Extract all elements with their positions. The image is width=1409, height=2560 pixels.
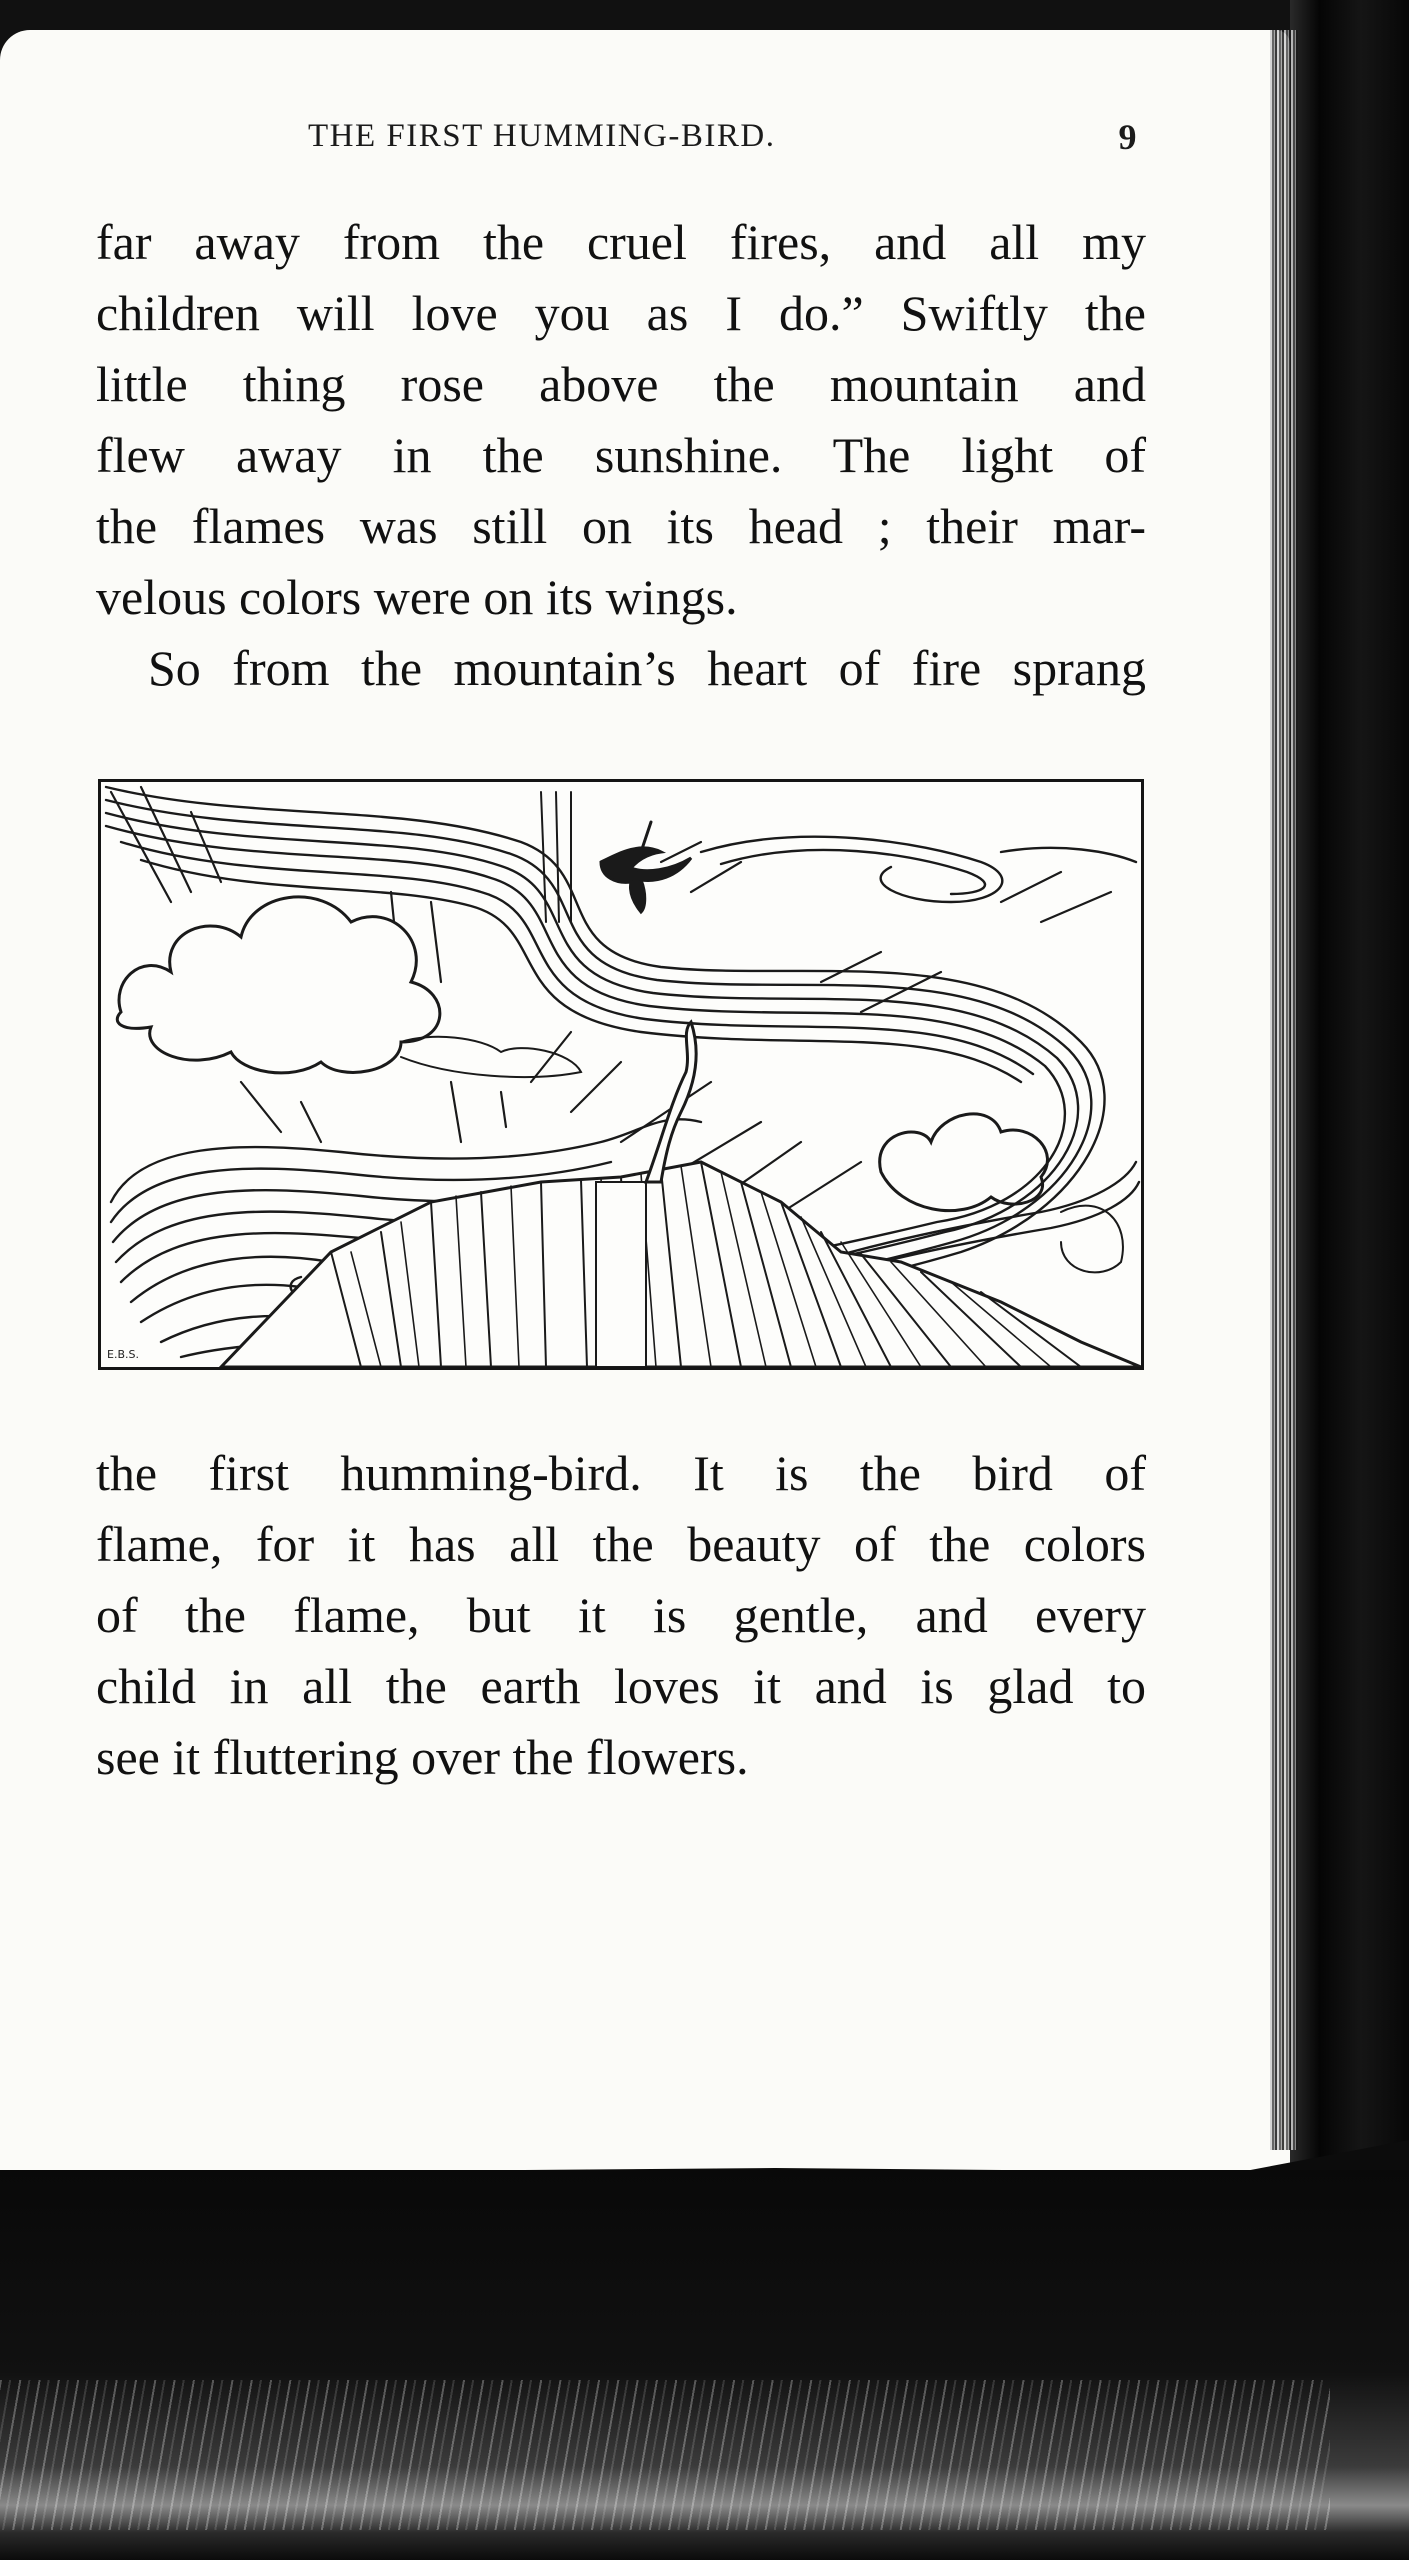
paragraph-top bbox=[96, 207, 1146, 704]
cloud-right bbox=[880, 1114, 1048, 1211]
running-header bbox=[96, 118, 1144, 168]
hummingbird-volcano-engraving bbox=[101, 782, 1141, 1367]
text-line: children will love you as I do.” Swiftly the bbox=[96, 285, 1146, 341]
text-line: far away from the cruel fires, and all my bbox=[96, 214, 1146, 270]
cloud-left bbox=[117, 897, 440, 1073]
engraving-illustration bbox=[98, 779, 1144, 1370]
text-line: see it fluttering over the flowers. bbox=[96, 1729, 749, 1785]
text-line: the first humming-bird. It is the bird of bbox=[96, 1445, 1146, 1501]
engraver-signature: E.B.S. bbox=[107, 1348, 139, 1361]
text-line: the flames was still on its head ; their mar- bbox=[96, 498, 1146, 554]
flame bbox=[646, 1022, 696, 1182]
page-edges bbox=[1270, 30, 1298, 2150]
text-line: So from the mountain’s heart of fire sprang bbox=[148, 640, 1146, 696]
running-title: THE FIRST HUMMING-BIRD. bbox=[308, 118, 776, 154]
text-line: of the flame, but it is gentle, and every bbox=[96, 1587, 1146, 1643]
scanner-noise bbox=[0, 2380, 1330, 2530]
text-line: velous colors were on its wings. bbox=[96, 569, 738, 625]
text-line: flame, for it has all the beauty of the colors bbox=[96, 1516, 1146, 1572]
paragraph-bottom bbox=[96, 1438, 1146, 1793]
text-line: little thing rose above the mountain and bbox=[96, 356, 1146, 412]
page-number: 9 bbox=[1118, 117, 1138, 157]
smoke-column bbox=[541, 792, 571, 922]
hummingbird bbox=[601, 822, 691, 912]
text-line: child in all the earth loves it and is glad to bbox=[96, 1658, 1146, 1714]
text-line: flew away in the sunshine. The light of bbox=[96, 427, 1146, 483]
